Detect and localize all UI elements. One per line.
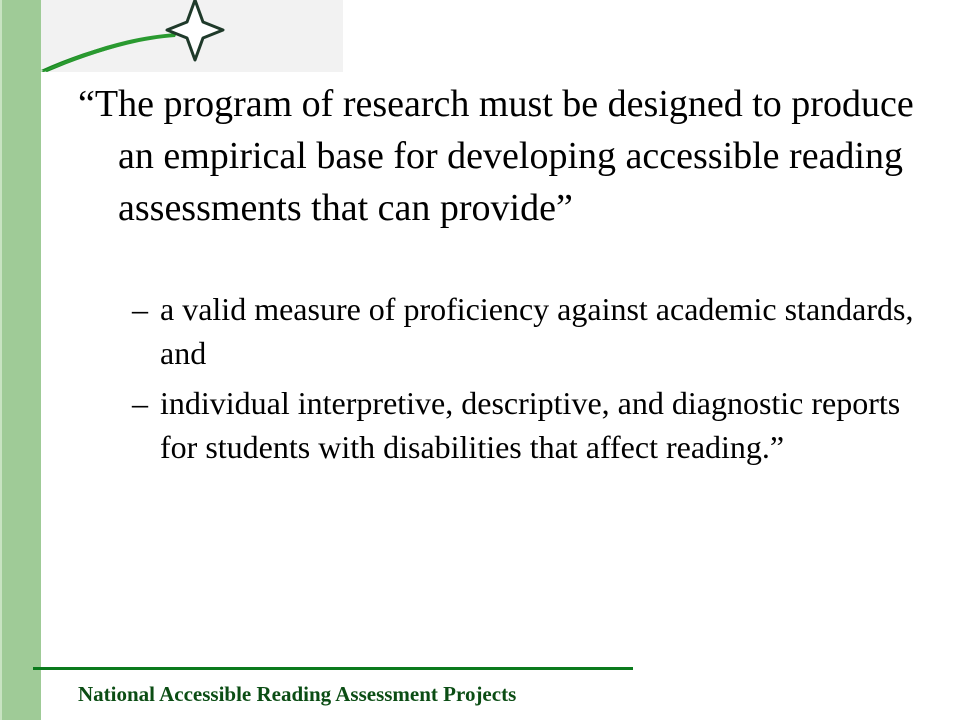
list-item	[120, 287, 920, 375]
list-item-text: individual interpretive, descriptive, and diagnostic reports for students with disabilities that affect reading.”	[160, 385, 901, 465]
left-accent-bar	[0, 0, 41, 720]
quote-text: “The program of research must be designed to produce an empirical base for developing accessible reading assessments that can provide”	[78, 83, 914, 229]
star-swoosh-logo-icon	[41, 0, 343, 72]
footer-title: National Accessible Reading Assessment Projects	[78, 682, 517, 706]
footer-divider	[33, 667, 633, 670]
list-item	[120, 381, 920, 469]
dash-marker: –	[132, 291, 148, 327]
quote-sub-list	[120, 287, 920, 475]
list-item-text: a valid measure of proficiency against academic standards, and	[160, 291, 914, 371]
logo	[41, 0, 343, 72]
dash-marker: –	[132, 385, 148, 421]
